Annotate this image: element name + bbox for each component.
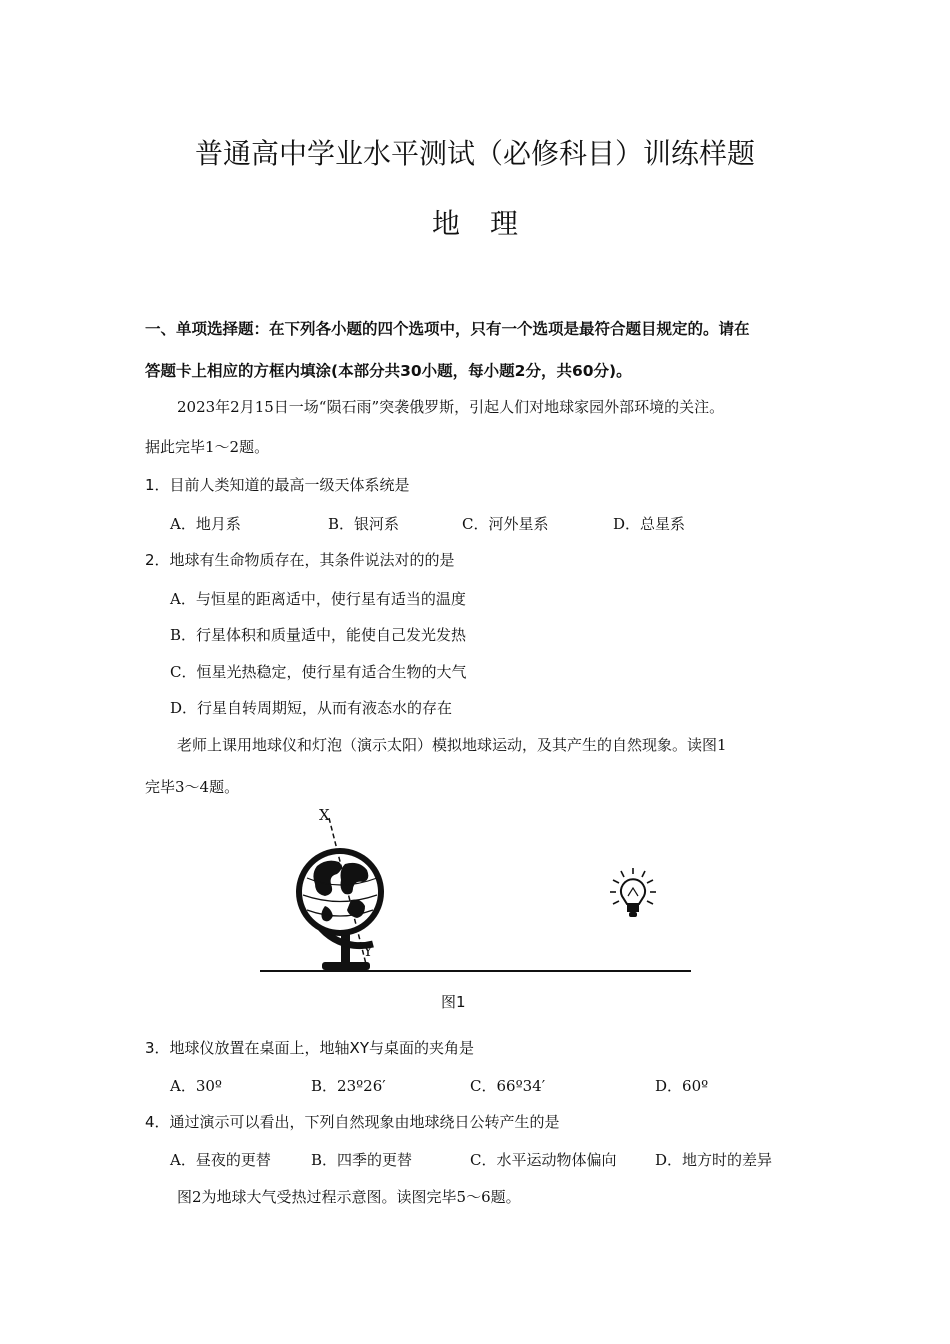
- q3-option-c: C．66º34′: [470, 1077, 546, 1095]
- subject-title: 地理: [431, 207, 548, 240]
- q3-stem: 3．地球仪放置在桌面上，地轴XY与桌面的夹角是: [145, 1039, 474, 1057]
- passage1-line1: 2023年2月15日一场“陨石雨”突袭俄罗斯，引起人们对地球家园外部环境的关注。: [177, 398, 725, 416]
- passage2-line2: 完毕3～4题。: [145, 778, 240, 796]
- q3-option-d: D．60º: [655, 1077, 709, 1095]
- q1-option-c: C．河外星系: [462, 515, 549, 533]
- q4-option-b: B．四季的更替: [311, 1151, 413, 1169]
- q1-option-d: D．总星系: [613, 515, 686, 533]
- q4-option-a: A．昼夜的更替: [170, 1151, 271, 1169]
- axis-label-y: Y: [363, 942, 373, 960]
- q4-option-d: D．地方时的差异: [655, 1151, 773, 1169]
- passage1-line2: 据此完毕1～2题。: [145, 438, 270, 456]
- q4-option-c: C．水平运动物体偏向: [470, 1151, 617, 1169]
- q2-option-b: B．行星体积和质量适中，能使自己发光发热: [170, 626, 467, 644]
- section-heading-line2: 答题卡上相应的方框内填涂(本部分共30小题，每小题2分，共60分)。: [145, 362, 632, 380]
- q2-option-d: D．行星自转周期短，从而有液态水的存在: [170, 699, 453, 717]
- q1-stem: 1．目前人类知道的最高一级天体系统是: [145, 476, 410, 494]
- axis-label-x: X: [319, 806, 330, 824]
- light-bulb-icon: [610, 868, 656, 917]
- figure1-diagram: [255, 800, 695, 980]
- q2-stem: 2．地球有生命物质存在，其条件说法对的的是: [145, 551, 455, 569]
- passage3-line1: 图2为地球大气受热过程示意图。读图完毕5～6题。: [177, 1188, 521, 1206]
- figure1-caption: 图1: [441, 993, 466, 1011]
- passage2-line1: 老师上课用地球仪和灯泡（演示太阳）模拟地球运动，及其产生的自然现象。读图1: [177, 736, 727, 754]
- q2-option-a: A．与恒星的距离适中，使行星有适当的温度: [170, 590, 466, 608]
- q1-option-b: B．银河系: [328, 515, 400, 533]
- q4-stem: 4．通过演示可以看出，下列自然现象由地球绕日公转产生的是: [145, 1113, 560, 1131]
- q3-option-b: B．23º26′: [311, 1077, 386, 1095]
- document-title: 普通高中学业水平测试（必修科目）训练样题: [194, 137, 755, 170]
- q2-option-c: C．恒星光热稳定，使行星有适合生物的大气: [170, 663, 467, 681]
- q3-option-a: A．30º: [170, 1077, 222, 1095]
- q1-option-a: A．地月系: [170, 515, 241, 533]
- section-heading-line1: 一、单项选择题：在下列各小题的四个选项中，只有一个选项是最符合题目规定的。请在: [145, 320, 750, 338]
